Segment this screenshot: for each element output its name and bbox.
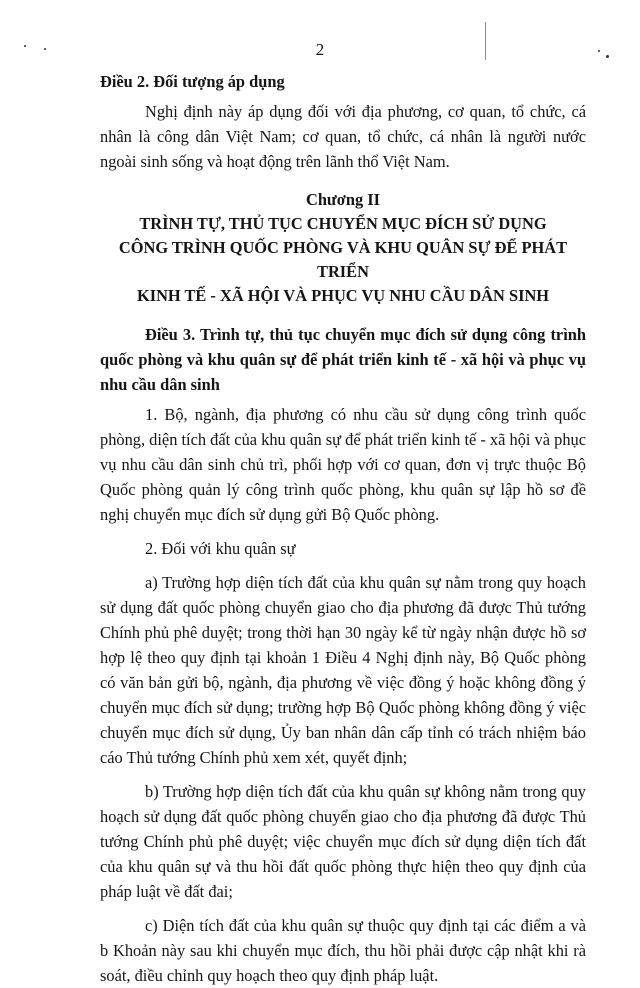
chapter-heading — [100, 188, 586, 308]
article-3-point-b: b) Trường hợp diện tích đất của khu quân sự không nằm trong quy hoạch sử dụng đất quốc phòng chuyển giao cho địa phương đã được Thủ tướng Chính phủ phê duyệt; việc chuyển mục đích sử dụng diện tích đất của khu quân sự và thu hồi đất quốc phòng thực hiện theo quy định của pháp luật về đất đai; — [100, 782, 586, 901]
article-3-point-a: a) Trường hợp diện tích đất của khu quân sự nằm trong quy hoạch sử dụng đất quốc phòng chuyển giao cho địa phương đã được Thủ tướng Chính phủ phê duyệt; trong thời hạn 30 ngày kể từ ngày nhận được hồ sơ hợp lệ theo quy định tại khoản 1 Điều 4 Nghị định này, Bộ Quốc phòng có văn bản gửi bộ, ngành, địa phương về việc đồng ý hoặc không đồng ý chuyển mục đích sử dụng; trường hợp Bộ Quốc phòng không đồng ý việc chuyển mục đích sử dụng, Ủy ban nhân dân cấp tỉnh có trách nhiệm báo cáo Thủ tướng Chính phủ xem xét, quyết định; — [100, 573, 586, 767]
chapter-title-line-2: CÔNG TRÌNH QUỐC PHÒNG VÀ KHU QUÂN SỰ ĐỂ PHÁT TRIỂN — [118, 238, 568, 281]
document-body — [100, 69, 586, 988]
page-number: 2 — [315, 40, 325, 59]
article-3-point-c: c) Diện tích đất của khu quân sự thuộc quy định tại các điểm a và b Khoản này sau khi chuyển mục đích, thu hồi phải được cập nhật khi rà soát, điều chỉnh quy hoạch theo quy định pháp luật. — [100, 916, 586, 985]
chapter-title-line-3: KINH TẾ - XÃ HỘI VÀ PHỤC VỤ NHU CẦU DÂN SINH — [136, 286, 550, 305]
article-2-body: Nghị định này áp dụng đối với địa phương, cơ quan, tổ chức, cá nhân là công dân Việt Nam; cơ quan, tổ chức, cá nhân là người nước ngoài sinh sống và hoạt động trên lãnh thổ Việt Nam. — [100, 102, 586, 171]
chapter-number: Chương II — [305, 190, 381, 209]
article-3-heading: Điều 3. Trình tự, thủ tục chuyển mục đích sử dụng công trình quốc phòng và khu quân sự để phát triển kinh tế - xã hội và phục vụ nhu cầu dân sinh — [100, 325, 586, 394]
article-3-clause-2: 2. Đối với khu quân sự — [145, 539, 296, 558]
article-3-clause-1: 1. Bộ, ngành, địa phương có nhu cầu sử dụng công trình quốc phòng, diện tích đất của khu quân sự để phát triển kinh tế - xã hội và phục vụ nhu cầu dân sinh chủ trì, phối hợp với cơ quan, đơn vị trực thuộc Bộ Quốc phòng quản lý công trình quốc phòng, khu quân sự lập hồ sơ đề nghị chuyển mục đích sử dụng gửi Bộ Quốc phòng. — [100, 405, 586, 524]
article-2-heading: Điều 2. Đối tượng áp dụng — [100, 72, 285, 91]
chapter-title-line-1: TRÌNH TỰ, THỦ TỤC CHUYỂN MỤC ĐÍCH SỬ DỤNG — [139, 214, 547, 233]
